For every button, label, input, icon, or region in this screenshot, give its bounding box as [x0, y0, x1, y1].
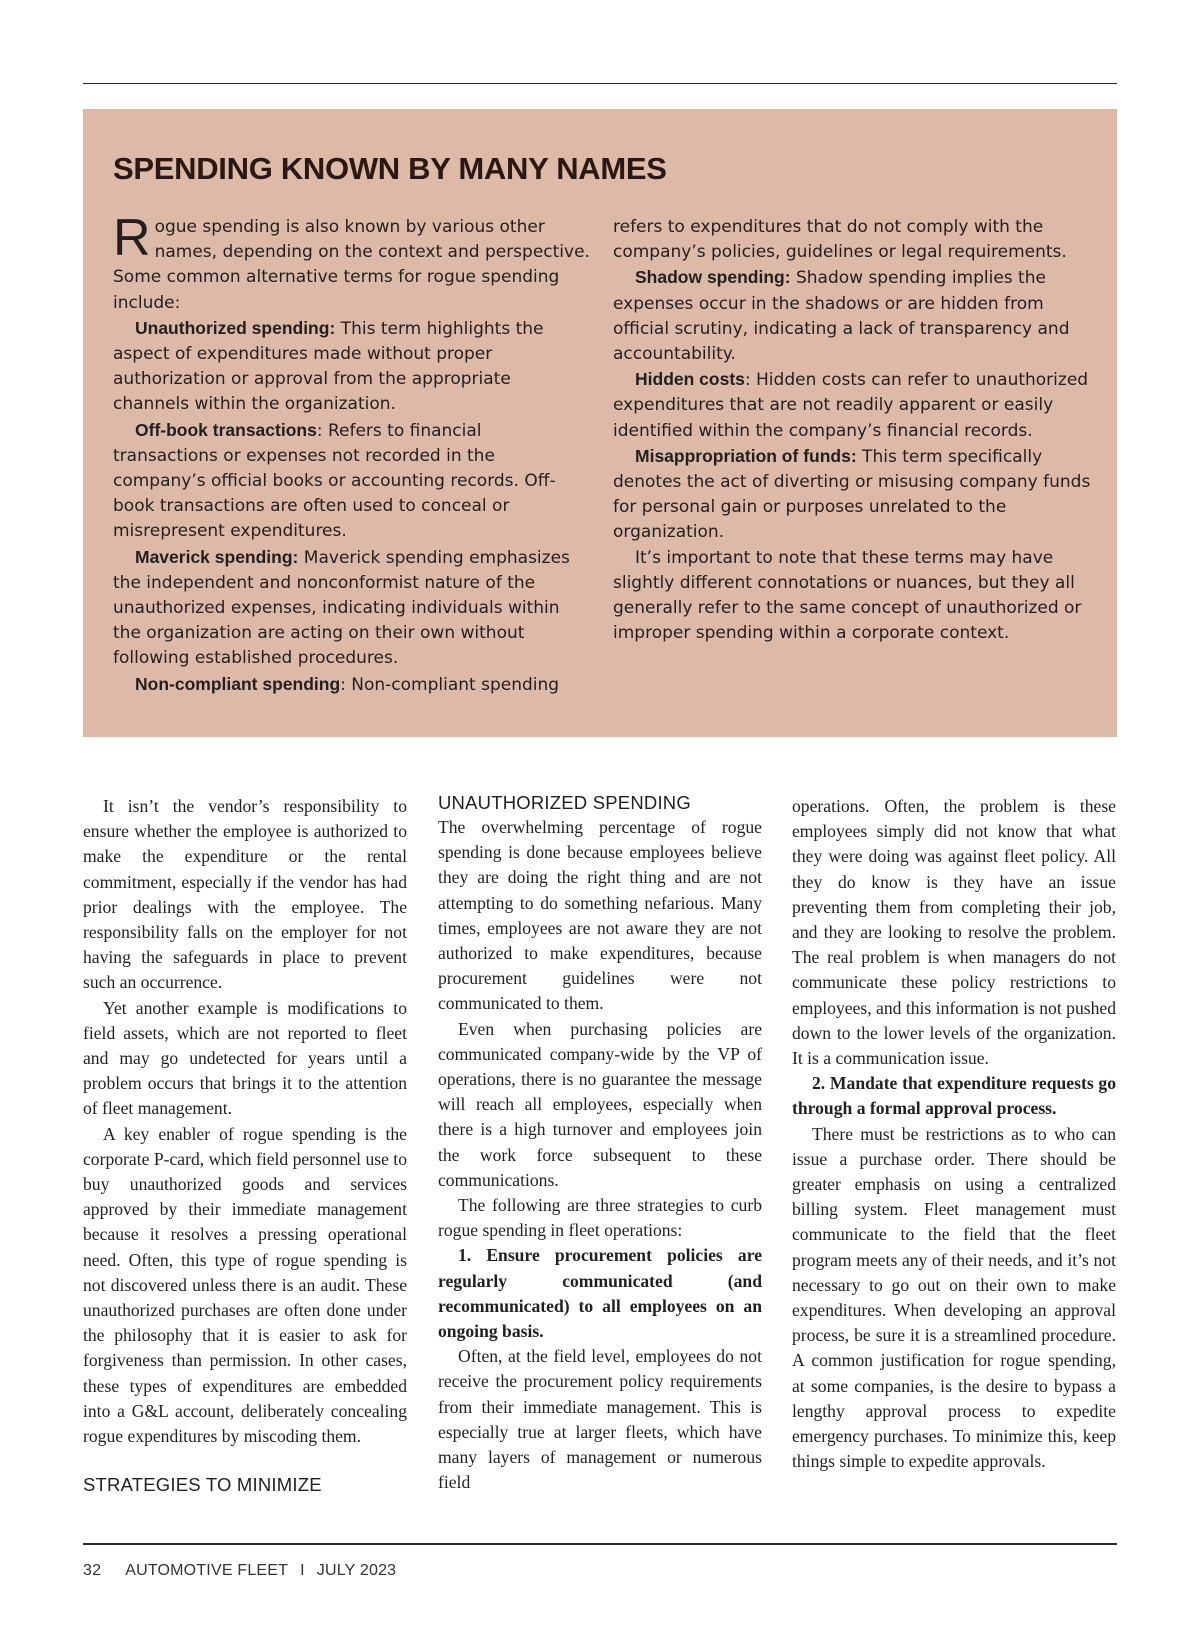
term-unauthorized-spending: [113, 316, 591, 418]
section-heading: STRATEGIES TO MINIMIZE: [83, 1474, 322, 1496]
term-label: Off-book transactions: [135, 419, 317, 440]
term-text: Maverick spending emphasizes the independent and nonconformist nature of the unauthorized expenses, indicating individuals within the organization are acting on their own without following established procedures.: [113, 547, 570, 669]
term-label: Hidden costs: [635, 369, 745, 390]
paragraph: operations. Often, the problem is these employees simply did not know that what they were doing was against fleet policy. All they do know is they have an issue preventing them from completing their job, and they are looking to resolve the problem. The real problem is when managers do not communicate these policy restrictions to employees, and this information is not pushed down to the lower levels of the organization. It is a communication issue.: [792, 796, 1116, 1069]
paragraph: Often, at the field level, employees do not receive the procurement policy requirements from their immediate management. This is especially true at larger fleets, which have many layers of management or numerous field: [438, 1346, 762, 1493]
page-number: 32: [83, 1562, 102, 1579]
term-label: Misappropriation of funds:: [635, 445, 857, 466]
paragraph: Even when purchasing policies are communicated company-wide by the VP of operations, there is no guarantee the message will reach all employees, especially when there is a high turnover and employees join the work force subsequent to these communications.: [438, 1018, 762, 1190]
term-non-compliant-spending: [113, 672, 591, 698]
sidebar-column-right: [613, 215, 1091, 646]
sidebar-column-left: [113, 209, 591, 698]
publication-name: AUTOMOTIVE FLEET: [125, 1562, 289, 1579]
paragraph: Yet another example is modifications to field assets, which are not reported to fleet and may go undetected for years until a problem occurs that brings it to the attention of fleet management.: [83, 997, 407, 1119]
term-shadow-spending: [613, 265, 1091, 367]
term-text: : Refers to financial transactions or expenses not recorded in the company’s official books or accounting records.: [113, 420, 519, 492]
term-text: This term specifically denotes the act of diverting or misusing company funds for personal gain or purposes unrelated to the organization.: [613, 446, 1091, 543]
drop-cap: R: [113, 209, 151, 267]
term-text: Shadow spending implies the expenses occur in the shadows or are hidden from official scrutiny, indicating a lack of transparency and accountability.: [613, 268, 1070, 365]
term-misappropriation-of-funds: [613, 444, 1091, 546]
issue-date: JULY 2023: [316, 1562, 397, 1579]
paragraph: The following are three strategies to curb rogue spending in fleet operations:: [438, 1195, 762, 1241]
article-column-1: [83, 794, 407, 1497]
paragraph: The overwhelming percentage of rogue spending is done because employees believe they are doing the right thing and are not attempting to do something nefarious. Many times, employees are not aware they are not authorized to make expenditures, because procurement guidelines were not communicated to them.: [438, 817, 762, 1014]
sidebar-closing: It’s important to note that these terms may have slightly different connotations or nuances, but they all generally refer to the same concept of unauthorized or improper spending within a corporate context.: [613, 547, 1082, 644]
sidebar-intro-text: ogue spending is also known by various other names, depending on the context and perspective. Some common alternative terms for rogue spending include:: [113, 217, 590, 313]
top-rule: [83, 83, 1117, 84]
sidebar-box: [83, 109, 1117, 737]
sidebar-title: SPENDING KNOWN BY MANY NAMES: [113, 151, 667, 186]
term-label: Unauthorized spending:: [135, 317, 336, 338]
term-text-extra: Off-book transactions are often used to conceal or misrepresent expenditures.: [113, 471, 556, 542]
term-maverick-spending: [113, 545, 591, 672]
footer-separator: I: [300, 1562, 305, 1579]
article-column-3: [792, 794, 1116, 1474]
term-label: Maverick spending:: [135, 546, 299, 567]
paragraph: It isn’t the vendor’s responsibility to ensure whether the employee is authorized to make the expenditure or the rental commitment, especially if the vendor has had prior dealings with the employee. The responsibility falls on the employer for not having the safeguards in place to prevent such an occurrence.: [83, 796, 407, 993]
term-text: : Non-compliant spending: [340, 674, 560, 695]
section-heading: UNAUTHORIZED SPENDING: [438, 792, 691, 813]
strategy-heading-text: 1. Ensure procurement policies are regularly communicated (and recommunicated) to all employees on an ongoing basis.: [438, 1245, 762, 1342]
sidebar-intro: [113, 209, 591, 316]
bottom-rule: [83, 1543, 1117, 1545]
term-label: Shadow spending:: [635, 267, 791, 288]
paragraph: A key enabler of rogue spending is the corporate P-card, which field personnel use to buy unauthorized goods and services approved by their immediate management because it resolves a pressing operational need. Often, this type of rogue spending is not discovered unless there is an audit. These unauthorized purchases are often done under the philosophy that it is easier to ask for forgiveness than permission. In other cases, these types of expenditures are embedded into a G&L account, deliberately concealing rogue expenditures by miscoding them.: [83, 1123, 407, 1447]
term-off-book-transactions: [113, 418, 591, 545]
term-label: Non-compliant spending: [135, 673, 341, 694]
term-text: This term highlights the aspect of expenditures made without proper authorization or approval from the appropriate channels within the organization.: [113, 318, 544, 415]
page-footer: [83, 1562, 396, 1580]
article-column-2: [438, 794, 762, 1495]
non-compliant-continued: refers to expenditures that do not comply with the company’s policies, guidelines or legal requirements.: [613, 217, 1067, 263]
paragraph: There must be restrictions as to who can issue a purchase order. There should be greater emphasis on using a centralized billing system. Fleet management must communicate to the field that the fleet program meets any of their needs, and it’s not necessary to go out on their own to make expenditures. When developing an approval process, be sure it is a streamlined procedure. A common justification for rogue spending, at some companies, is the desire to bypass a lengthy approval process to expedite emergency purchases. To minimize this, keep things simple to expedite approvals.: [792, 1123, 1116, 1472]
strategy-heading-text: 2. Mandate that expenditure requests go through a formal approval process.: [792, 1073, 1116, 1119]
term-text: : Hidden costs can refer to unauthorized expenditures that are not readily apparent or easily identified within the company’s financial records.: [613, 370, 1089, 441]
strategy-heading: [792, 1071, 1116, 1121]
strategy-heading: [438, 1243, 762, 1344]
term-hidden-costs: [613, 367, 1091, 444]
